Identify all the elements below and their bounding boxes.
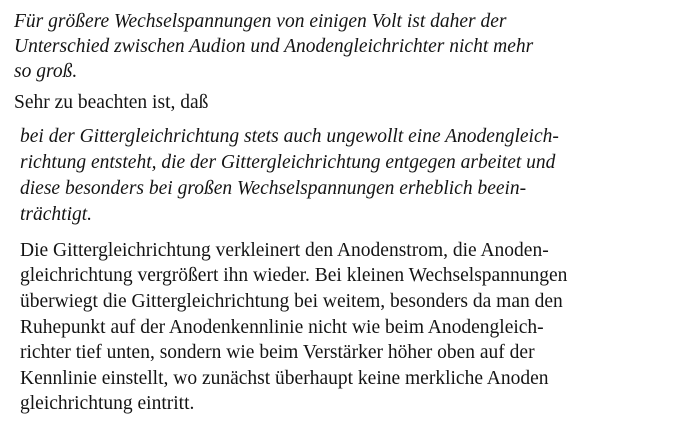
text-line: diese besonders bei großen Wechselspannungen erheblich beein- (20, 178, 527, 199)
text-line: so groß. (14, 61, 78, 82)
text-line: gleichrichtung eintritt. (20, 393, 195, 414)
text-line: bei der Gittergleichrichtung stets auch ungewollt eine Anodengleich- (20, 126, 559, 147)
text-line: überwiegt die Gittergleichrichtung bei weitem, besonders da man den (20, 291, 563, 312)
text-line: Unterschied zwischen Audion und Anodengleichrichter nicht mehr (14, 36, 534, 57)
text-line: trächtigt. (20, 204, 93, 225)
text-line: richter tief unten, sondern wie beim Verstärker höher oben auf der (20, 342, 535, 363)
text-line: Die Gittergleichrichtung verkleinert den Anodenstrom, die Anoden- (20, 240, 549, 261)
text-line: Kennlinie einstellt, wo zunächst überhaupt keine merkliche Anoden (20, 368, 549, 389)
text-line: gleichrichtung vergrößert ihn wieder. Bei kleinen Wechselspannungen (20, 265, 568, 286)
text-line: Sehr zu beachten ist, daß (14, 92, 209, 113)
text-line: Für größere Wechselspannungen von einigen Volt ist daher der (14, 11, 507, 32)
text-line: richtung entsteht, die der Gittergleichrichtung entgegen arbeitet und (20, 152, 556, 173)
text-line: Ruhepunkt auf der Anodenkennlinie nicht wie beim Anodengleich- (20, 317, 544, 338)
